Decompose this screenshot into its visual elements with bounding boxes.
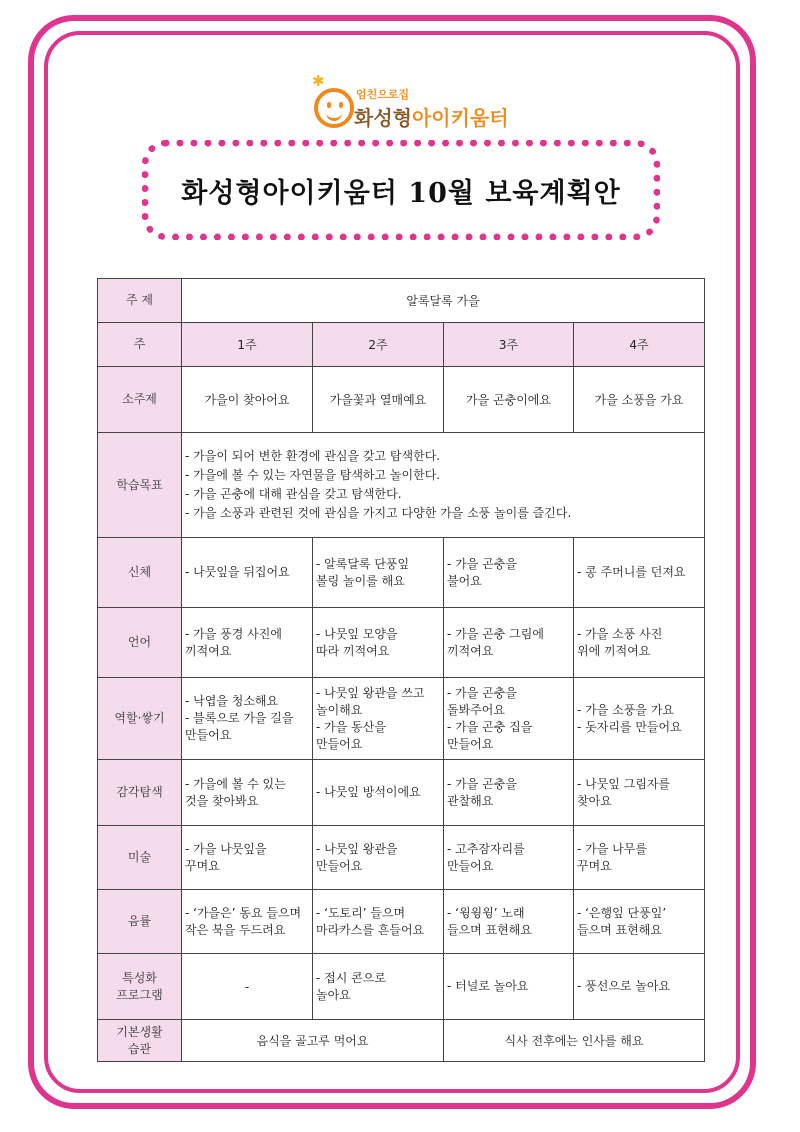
subtopic-row (98, 367, 705, 433)
row-label: 역할·쌓기 (98, 678, 182, 760)
theme-value: 알록달록 가을 (182, 279, 705, 323)
subtopic-cell: 가을이 찾아어요 (182, 367, 313, 433)
page-title: 화성형아이키움터 10월 보육계획안 (181, 177, 621, 209)
activity-row (98, 608, 705, 678)
activity-row (98, 826, 705, 890)
logo-name: 화성형아이키움터 (354, 106, 509, 130)
row-label: 미술 (98, 826, 182, 890)
theme-row (98, 279, 705, 323)
row-label: 음률 (98, 890, 182, 954)
week-header: 2주 (313, 323, 444, 367)
activity-cell: - 나뭇잎 방석이에요 (316, 785, 421, 799)
activity-row (98, 890, 705, 954)
goal-item: - 가을 소풍과 관련된 것에 관심을 가지고 다양한 가을 소풍 놀이를 즐긴다. (185, 506, 572, 520)
activity-cell: - ‘가을은’ 동요 들으며 작은 북을 두드려요 (185, 905, 302, 937)
activity-cell: - 콩 주머니를 던져요 (577, 565, 686, 579)
activity-cell: - 가을 곤충을 관찰해요 (447, 776, 517, 808)
activity-cell: - 가을 풍경 사진에 끼적여요 (185, 626, 282, 658)
special-cell: - (182, 954, 313, 1020)
star-icon: ✱ (312, 72, 325, 90)
special-cell: - 접시 콘으로 놀아요 (316, 970, 386, 1002)
activity-cell: - 나뭇잎을 뒤집어요 (185, 565, 290, 579)
activity-cell: - 가을 소풍 사진 위에 끼적여요 (577, 626, 663, 658)
activity-cell: - 가을 곤충을 불어요 (447, 556, 517, 588)
goal-item: - 가을 곤충에 대해 관심을 갖고 탐색한다. (185, 487, 402, 501)
activity-cell: - 나뭇잎 왕관을 만들어요 (316, 841, 398, 873)
logo-subtitle: 엄친으로집 (356, 88, 410, 101)
activity-cell: - 나뭇잎 그림자를 찾아요 (577, 776, 671, 808)
goals-list (182, 433, 705, 538)
plan-table (97, 278, 705, 1062)
special-program-row (98, 954, 705, 1020)
week-header: 1주 (182, 323, 313, 367)
habit-label: 기본생활 습관 (116, 1024, 163, 1056)
habit-right: 식사 전후에는 인사를 해요 (444, 1020, 705, 1062)
subtopic-cell: 가을 곤충이에요 (444, 367, 574, 433)
activity-cell: - 가을에 볼 수 있는 것을 찾아봐요 (185, 776, 286, 808)
row-label: 감각탐색 (98, 760, 182, 826)
row-label: 신체 (98, 538, 182, 608)
activity-cell: - 가을 소풍을 가요 - 돗자리를 만들어요 (577, 702, 682, 734)
row-label: 언어 (98, 608, 182, 678)
subtopic-label: 소주제 (98, 367, 182, 433)
activity-cell: - 가을 나무를 꾸며요 (577, 841, 647, 873)
activity-row (98, 538, 705, 608)
habit-left: 음식을 골고루 먹어요 (182, 1020, 444, 1062)
goal-item: - 가을에 볼 수 있는 자연물을 탐색하고 놀이한다. (185, 468, 441, 482)
title-box (142, 140, 660, 240)
habit-row (98, 1020, 705, 1062)
activity-cell: - 나뭇잎 왕관을 쓰고 놀이해요 - 가을 동산을 만들어요 (316, 685, 425, 751)
activity-cell: - ‘윙윙윙’ 노래 들으며 표현해요 (447, 905, 532, 937)
activity-cell: - 낙엽을 청소해요 - 블록으로 가을 길을 만들어요 (185, 694, 294, 742)
special-cell: - 터널로 놀아요 (447, 979, 529, 993)
activity-cell: - 가을 곤충 그림에 끼적여요 (447, 626, 544, 658)
activity-cell: - ‘도토리’ 들으며 마라카스를 흔들어요 (316, 905, 425, 937)
activity-cell: - 가을 곤충을 돌봐주어요 - 가을 곤충 집을 만들어요 (447, 685, 533, 751)
activity-cell: - 나뭇잎 모양을 따라 끼적여요 (316, 626, 398, 658)
activity-cell: - ‘은행잎 단풍잎’ 들으며 표현해요 (577, 905, 667, 937)
theme-label: 주 제 (98, 279, 182, 323)
smiley-face-icon (314, 88, 354, 128)
week-header: 3주 (444, 323, 574, 367)
activity-cell: - 가을 나뭇잎을 꾸며요 (185, 841, 267, 873)
activity-row (98, 760, 705, 826)
activity-cell: - 고추잠자리를 만들어요 (447, 841, 525, 873)
activity-row (98, 678, 705, 760)
weeks-row (98, 323, 705, 367)
subtopic-cell: 가을꽃과 열매예요 (313, 367, 444, 433)
special-program-label: 특성화 프로그램 (116, 970, 163, 1002)
logo (312, 72, 512, 136)
subtopic-cell: 가을 소풍을 가요 (574, 367, 705, 433)
weeks-label: 주 (98, 323, 182, 367)
activity-cell: - 알록달록 단풍잎 볼링 놀이를 해요 (316, 556, 410, 588)
goals-label: 학습목표 (98, 433, 182, 538)
goals-row (98, 433, 705, 538)
week-header: 4주 (574, 323, 705, 367)
special-cell: - 풍선으로 놀아요 (577, 979, 671, 993)
goal-item: - 가을이 되어 변한 환경에 관심을 갖고 탐색한다. (185, 449, 441, 463)
